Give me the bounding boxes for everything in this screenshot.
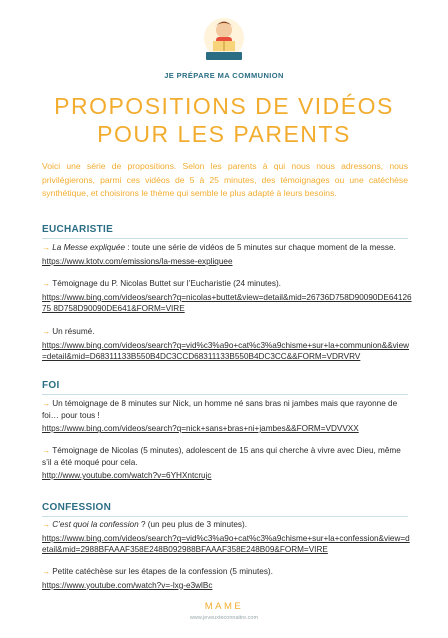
item-italic-title: C’est quoi la confession: [52, 520, 139, 529]
video-link[interactable]: https://www.ktotv.com/emissions/la-messe-expliquee: [42, 256, 233, 266]
publisher-brand: MAME: [204, 601, 244, 612]
arrow-icon: →: [42, 446, 51, 455]
video-item: [42, 326, 412, 363]
footer-url[interactable]: www.jeveuxteconnaitre.com: [189, 615, 259, 621]
video-link[interactable]: https://www.youtube.com/watch?v=-lxg-e3wlBc: [42, 580, 213, 590]
arrow-icon: →: [42, 327, 51, 336]
arrow-icon: →: [42, 243, 51, 252]
arrow-icon: →: [42, 520, 51, 529]
item-text: Petite catéchèse sur les étapes de la confession (5 minutes).: [52, 567, 273, 576]
item-text: Témoignage de Nicolas (5 minutes), adolescent de 15 ans qui cherche à vivre avec Dieu, même s’il a été moqué pour cela.: [42, 446, 401, 467]
video-link[interactable]: http://www.youtube.com/watch?v=6YHXntcrujc: [42, 471, 212, 481]
intro-paragraph: Voici une série de propositions. Selon les parents à qui nous nous adressons, nous privilégierons, parmi ces vidéos de 5 à 25 minutes, des témoignages ou une catéchèse synthétique, et choisirons le thème qui semble le plus adapté à leurs besoins.: [42, 161, 408, 198]
item-text: Témoignage du P. Nicolas Buttet sur l’Eucharistie (24 minutes).: [52, 279, 281, 288]
arrow-icon: →: [42, 567, 51, 576]
section-divider: [42, 516, 408, 517]
item-italic-title: La Messe expliquée: [52, 243, 126, 252]
video-item: [42, 242, 412, 267]
video-item: [42, 519, 412, 556]
boy-reading-logo-icon: [200, 12, 248, 68]
page-kicker: JE PRÉPARE MA COMMUNION: [164, 71, 284, 80]
section-heading-confession: CONFESSION: [42, 502, 112, 513]
video-item: [42, 398, 412, 435]
section-divider: [42, 394, 408, 395]
item-text: Un résumé.: [52, 327, 95, 336]
video-link[interactable]: https://www.bing.com/videos/search?q=vid%c3%a9o+cat%c3%a9chisme+sur+la+communion&&view=detail&mid=D68311133B550B4DC3CCD68311133B550B4DC3CC&&FORM=VDRVRV: [42, 340, 410, 362]
item-text: : toute une série de vidéos de 5 minutes sur chaque moment de la messe.: [125, 243, 396, 252]
page-title: [0, 92, 448, 148]
video-item: [42, 278, 412, 315]
arrow-icon: →: [42, 399, 51, 408]
arrow-icon: →: [42, 279, 51, 288]
title-line-1: PROPOSITIONS DE VIDÉOS: [54, 93, 394, 119]
video-item: [42, 445, 412, 482]
section-divider: [42, 238, 408, 239]
section-heading-eucharistie: EUCHARISTIE: [42, 224, 114, 235]
video-link[interactable]: https://www.bing.com/videos/search?q=nicolas+buttet&view=detail&mid=26736D758D90090DE6412675 8D758D90090DE641&FORM=VIRE: [42, 292, 412, 314]
section-heading-foi: FOI: [42, 380, 60, 391]
title-line-2: POUR LES PARENTS: [97, 121, 351, 147]
video-item: [42, 566, 412, 591]
video-link[interactable]: https://www.bing.com/videos/search?q=vid%c3%a9o+cat%c3%a9chisme+sur+la+confession&view=detail&mid=2988BFAAAF358E248B092988BFAAAF358E248B09&FORM=VIRE: [42, 533, 410, 555]
item-text: Un témoignage de 8 minutes sur Nick, un homme né sans bras ni jambes mais que rayonne de foi… pour tous !: [42, 399, 398, 420]
video-link[interactable]: https://www.bing.com/videos/search?q=nick+sans+bras+ni+jambes&&FORM=VDVVXX: [42, 424, 359, 434]
item-text: ? (un peu plus de 3 minutes).: [138, 520, 247, 529]
